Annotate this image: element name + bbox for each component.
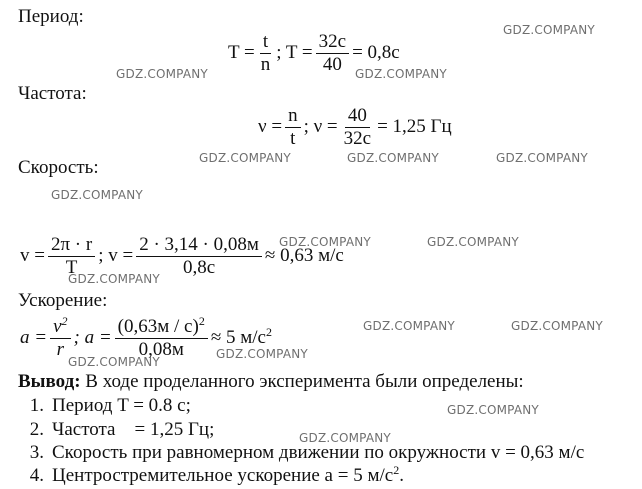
frequency-f1-numerator: n bbox=[285, 106, 301, 128]
frequency-label: Частота: bbox=[18, 83, 87, 104]
watermark: GDZ.COMPANY bbox=[68, 355, 160, 369]
frequency-separator: ; ν = bbox=[303, 116, 338, 138]
watermark: GDZ.COMPANY bbox=[355, 67, 447, 81]
acceleration-f1-numerator-base: v bbox=[53, 316, 62, 337]
conclusion-text: В ходе проделанного эксперимента были определены: bbox=[85, 371, 524, 392]
list-item-number: 1. bbox=[29, 395, 44, 416]
frequency-formula bbox=[258, 106, 452, 149]
watermark: GDZ.COMPANY bbox=[116, 67, 208, 81]
frequency-fraction-1 bbox=[285, 106, 301, 149]
acceleration-fraction-1 bbox=[50, 314, 70, 360]
list-item bbox=[18, 442, 584, 464]
conclusion-title: Вывод: bbox=[18, 371, 81, 392]
period-lhs: T = bbox=[228, 42, 255, 64]
watermark: GDZ.COMPANY bbox=[299, 431, 391, 445]
acceleration-f1-numerator bbox=[50, 314, 70, 339]
acceleration-f1-denominator: r bbox=[56, 338, 64, 360]
list-item bbox=[18, 465, 404, 487]
speed-f1-numerator: 2π · r bbox=[48, 235, 95, 257]
frequency-f2-numerator: 40 bbox=[345, 106, 370, 128]
acceleration-f1-numerator-exponent: 2 bbox=[61, 314, 68, 328]
period-f2-denominator: 40 bbox=[322, 53, 342, 75]
watermark: GDZ.COMPANY bbox=[427, 235, 519, 249]
acceleration-result-base: ≈ 5 м/с bbox=[210, 327, 266, 349]
period-label: Период: bbox=[18, 6, 84, 27]
acceleration-lhs: a = bbox=[20, 327, 48, 349]
watermark: GDZ.COMPANY bbox=[503, 23, 595, 37]
period-fraction-1 bbox=[258, 32, 274, 75]
list-item-number: 2. bbox=[29, 419, 44, 440]
list-item-end: . bbox=[399, 465, 404, 486]
watermark: GDZ.COMPANY bbox=[496, 151, 588, 165]
speed-lhs: v = bbox=[20, 245, 45, 267]
watermark: GDZ.COMPANY bbox=[199, 151, 291, 165]
watermark: GDZ.COMPANY bbox=[279, 235, 371, 249]
period-separator: ; T = bbox=[276, 42, 313, 64]
speed-f1-denominator: T bbox=[65, 256, 78, 278]
acceleration-f2-denominator: 0,08м bbox=[138, 338, 184, 360]
period-f1-numerator: t bbox=[260, 32, 271, 54]
acceleration-f2-numerator-exponent: 2 bbox=[198, 314, 205, 328]
frequency-result: = 1,25 Гц bbox=[377, 116, 452, 138]
list-item-number: 4. bbox=[29, 465, 44, 486]
list-item-text: Частота = 1,25 Гц; bbox=[52, 419, 215, 440]
acceleration-label: Ускорение: bbox=[18, 290, 108, 311]
period-f1-denominator: n bbox=[260, 53, 271, 75]
watermark: GDZ.COMPANY bbox=[447, 403, 539, 417]
speed-result: ≈ 0,63 м/с bbox=[264, 245, 344, 267]
watermark: GDZ.COMPANY bbox=[51, 188, 143, 202]
acceleration-f2-numerator bbox=[115, 314, 208, 339]
frequency-fraction-2 bbox=[341, 106, 374, 149]
speed-f2-numerator: 2 · 3,14 · 0,08м bbox=[136, 235, 262, 257]
frequency-f2-denominator: 32c bbox=[343, 127, 372, 149]
speed-f2-denominator: 0,8c bbox=[182, 256, 216, 278]
conclusion-heading bbox=[18, 371, 524, 393]
acceleration-result-exponent: 2 bbox=[265, 325, 272, 340]
list-item-text: Скорость при равномерном движении по окружности v = 0,63 м/с bbox=[52, 442, 585, 463]
period-result: = 0,8c bbox=[352, 42, 400, 64]
list-item-exponent: 2 bbox=[393, 463, 400, 477]
list-item bbox=[18, 419, 214, 441]
list-item-text: Центростремительное ускорение a = 5 м/с bbox=[52, 465, 394, 486]
watermark: GDZ.COMPANY bbox=[511, 319, 603, 333]
frequency-lhs: ν = bbox=[258, 116, 283, 138]
acceleration-fraction-2 bbox=[115, 314, 208, 360]
period-f2-numerator: 32c bbox=[316, 32, 349, 54]
list-item-number: 3. bbox=[29, 442, 44, 463]
speed-separator: ; v = bbox=[98, 245, 134, 267]
watermark: GDZ.COMPANY bbox=[216, 347, 308, 361]
list-item bbox=[18, 395, 191, 417]
acceleration-separator: ; a = bbox=[73, 327, 112, 349]
watermark: GDZ.COMPANY bbox=[68, 272, 160, 286]
acceleration-f2-numerator-base: (0,63м / с) bbox=[117, 316, 199, 337]
watermark: GDZ.COMPANY bbox=[347, 151, 439, 165]
list-item-text: Период T = 0.8 с; bbox=[52, 395, 191, 416]
speed-label: Скорость: bbox=[18, 157, 99, 178]
period-fraction-2 bbox=[316, 32, 349, 75]
frequency-f1-denominator: t bbox=[290, 127, 296, 149]
watermark: GDZ.COMPANY bbox=[363, 319, 455, 333]
